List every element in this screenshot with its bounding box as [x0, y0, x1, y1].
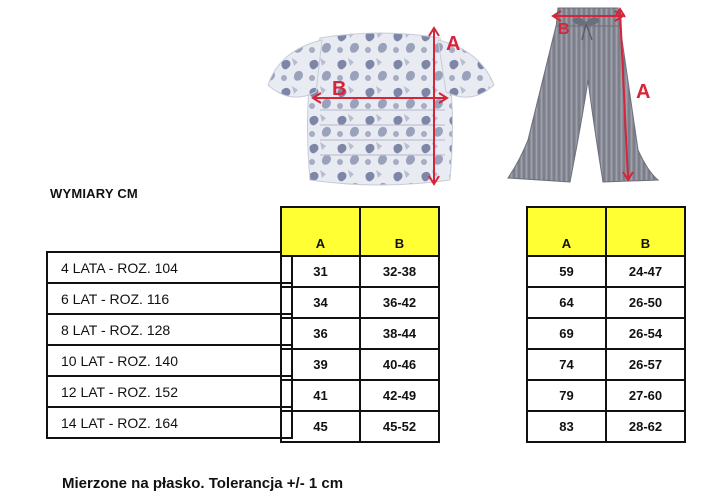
measure-b-label: B: [332, 78, 347, 100]
size-label: 8 LAT - ROZ. 128: [47, 314, 292, 345]
pants-length-cell: 83: [527, 411, 606, 442]
blouse-width-cell: 40-46: [360, 349, 439, 380]
table-row: [527, 349, 685, 380]
blouse-length-cell: 31: [281, 256, 360, 287]
size-label: 4 LATA - ROZ. 104: [47, 252, 292, 283]
pants-measure-a-label: A: [636, 81, 651, 103]
table-row: [281, 380, 439, 411]
size-label: 14 LAT - ROZ. 164: [47, 407, 292, 438]
table-row: [47, 314, 292, 345]
pants-waist-cell: 26-50: [606, 287, 685, 318]
size-label: 10 LAT - ROZ. 140: [47, 345, 292, 376]
table-row: [281, 287, 439, 318]
table-row: [281, 349, 439, 380]
size-label: 12 LAT - ROZ. 152: [47, 376, 292, 407]
column-header-a: A: [281, 207, 360, 256]
pants-length-cell: 64: [527, 287, 606, 318]
blouse-length-cell: 45: [281, 411, 360, 442]
table-row: [47, 345, 292, 376]
column-header-b: B: [606, 207, 685, 256]
pants-length-cell: 59: [527, 256, 606, 287]
blouse-width-cell: 45-52: [360, 411, 439, 442]
pants-waist-cell: 24-47: [606, 256, 685, 287]
table-row: [527, 256, 685, 287]
table-row: [281, 318, 439, 349]
blouse-length-cell: 39: [281, 349, 360, 380]
blouse-width-cell: 36-42: [360, 287, 439, 318]
blouse-width-cell: 42-49: [360, 380, 439, 411]
column-header-a: A: [527, 207, 606, 256]
pants-measurements-table: [526, 206, 686, 443]
table-row: [527, 411, 685, 442]
table-row: [47, 376, 292, 407]
blouse-width-cell: 38-44: [360, 318, 439, 349]
table-row: [527, 318, 685, 349]
size-labels-table: [46, 251, 293, 439]
table-row: [281, 411, 439, 442]
blouse-length-cell: 34: [281, 287, 360, 318]
column-header-b: B: [360, 207, 439, 256]
pants-length-cell: 69: [527, 318, 606, 349]
pants-waist-cell: 26-57: [606, 349, 685, 380]
table-row: [47, 407, 292, 438]
table-header-row: [281, 207, 439, 256]
pants-measure-b-label: B: [558, 21, 570, 38]
pants-illustration: [498, 0, 668, 190]
table-row: [47, 283, 292, 314]
blouse-length-cell: 36: [281, 318, 360, 349]
pants-length-cell: 74: [527, 349, 606, 380]
table-row: [527, 380, 685, 411]
blouse-length-cell: 41: [281, 380, 360, 411]
blouse-illustration: [250, 0, 510, 190]
table-row: [281, 256, 439, 287]
pants-waist-cell: 27-60: [606, 380, 685, 411]
pants-waist-cell: 26-54: [606, 318, 685, 349]
blouse-width-cell: 32-38: [360, 256, 439, 287]
blouse-measurements-table: [280, 206, 440, 443]
table-row: [527, 287, 685, 318]
pants-length-cell: 79: [527, 380, 606, 411]
table-header-row: [527, 207, 685, 256]
size-label: 6 LAT - ROZ. 116: [47, 283, 292, 314]
measure-a-label: A: [446, 33, 461, 55]
pants-waist-cell: 28-62: [606, 411, 685, 442]
section-title: WYMIARY CM: [50, 186, 138, 201]
table-row: [47, 252, 292, 283]
measurement-note: Mierzone na płasko. Tolerancja +/- 1 cm: [62, 475, 344, 492]
